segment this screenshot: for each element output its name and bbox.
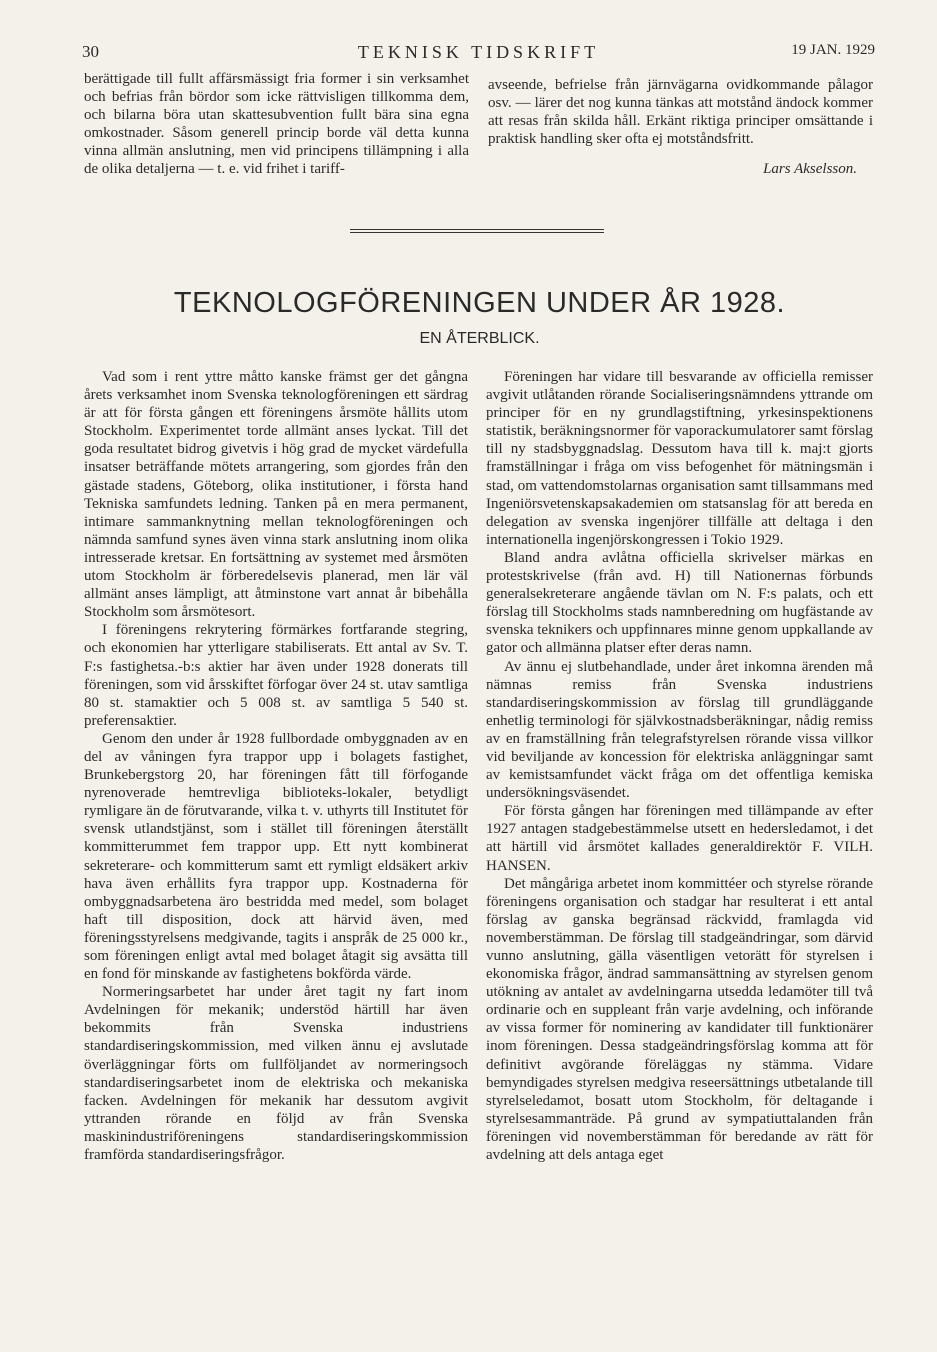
previous-article-left-column	[84, 70, 469, 179]
page-header	[82, 42, 875, 64]
article-left-column	[84, 368, 468, 1164]
article-title: TEKNOLOGFÖRENINGEN UNDER ÅR 1928.	[173, 287, 786, 319]
paragraph: berättigade till fullt affärsmässigt fria former i sin verksamhet och befrias från bördor som icke rättvisligen tillkomma dem, och bilarna böra utan skattesubvention fullt bära sina egna omkostnader. Såsom generell princip borde väl detta kunna vinna allmän anslutning, men vid principens tillämpning i alla de olika detaljerna — t. e. vid frihet i tariff-	[84, 71, 469, 178]
divider-rule	[350, 229, 604, 230]
page-number: 30	[82, 42, 99, 61]
paragraph: I föreningens rekrytering förmärkes fortfarande stegring, och ekonomien har ytterligare stabiliserats. Ett antal av Sv. T. F:s fastighetsa.-b:s aktier har även under 1928 donerats till föreningen, som vid årsskiftet förfogar över 24 st. utav samtliga 80 st. stamaktier och 5 008 st. av samtliga 5 540 st. preferensaktier.	[84, 622, 468, 729]
paragraph: avseende, befrielse från järnvägarna ovidkommande pålagor osv. — lärer det nog kunna tänkas att motstånd ändock kommer att resas från skilda håll. Erkänt riktiga principer omsättande i praktisk handling sker ofta ej motståndsfritt.	[488, 77, 873, 148]
paragraph: Genom den under år 1928 fullbordade ombyggnaden av en del av våningen fyra trappor upp i bolagets fastighet, Brunkebergstorg 20, har föreningen fått till förfogande nyrenoverade hemtrevliga biblioteks-lokaler, betydligt rymligare än de förutvarande, vilka t. v. uthyrts till Institutet för svensk utlandstjänst, som i stället till föreningen återställt kommitterummet fem trappor upp. Ett nytt kombinerat sekreterare- och kommitterum samt ett rymligt eldsäkert arkiv hava även erhållits fyra trappor upp. Kostnaderna för ombyggnadsarbetena äro bestridda med medel, som bolaget haft till disposition, dock att härvid även, med föreningsstyrelsens medgivande, tagits i anspråk de 25 000 kr., som föreningen enligt avtal med bolaget åtagit sig avsätta till en fond för minskande av fastighetens bokförda värde.	[84, 730, 468, 983]
paragraph: Föreningen har vidare till besvarande av officiella remisser avgivit utlåtanden rörande Socialiseringsnämndens yttrande om principer för en ny grundlagstiftning, yrkesinspektionens statistik, beräkningsnormer för vaporackumulatorer samt förslag till ny stadsbyggnadslag. Dessutom hava till k. maj:t gjorts framställningar i fråga om viss befogenhet för mätningsmän i stad, om vattendomstolarnas organisation samt tillsammans med Ingeniörsvetenskapsakademien om statsanslag för att bereda en delegation av svenska ingenjörer tillfälle att deltaga i den internationella ingenjörskongressen i Tokio 1929.	[486, 369, 873, 548]
previous-article-right-column	[488, 76, 873, 178]
paragraph: Vad som i rent yttre måtto kanske främst ger det gångna årets verksamhet inom Svenska teknologföreningen ett särdrag är att för första gången ett föreningens årsmöte hållits utom Stockholm. Experimentet torde allmänt anses lyckat. Till det goda resultatet bidrog givetvis i hög grad de mycket värdefulla insatser beträffande mötets arrangering, som gjordes från den gästade stadens, Göteborg, olika institutioner, i första hand Tekniska samfundets ledning. Tanken på en mera permanent, intimare sammanknytning mellan teknologföreningen och nämnda samfund synes även vinna stark anslutning inom olika intresserade kretsar. En fortsättning av systemet med årsmöten utom Stockholm är förberedelsevis planerad, men lär väl allmänt anses lämpligt, att åtminstone vart annat år bibehålla Stockholm som årsmötesort.	[84, 369, 468, 621]
paragraph: För första gången har föreningen med tillämpande av efter 1927 antagen stadgebestämmelse utsett en hedersledamot, i det att härtill vid årsmötet kallades generaldirektör F. VILH. HANSEN.	[486, 803, 873, 874]
article-subtitle: EN ÅTERBLICK.	[419, 330, 540, 347]
paragraph: Normeringsarbetet har under året tagit ny fart inom Avdelningen för mekanik; understöd härtill har även bekommits från Svenska industriens standardiseringskommission, med vilken ännu ej avslutade överläggningar förts om fullföljandet av normeringsoch standardiseringsarbetet inom de elektriska och mekaniska facken. Avdelningen för mekanik har dessutom avgivit yttranden rörande en följd av från Svenska maskinindustriföreningens standardiseringskommission framförda standardiseringsfrågor.	[84, 984, 468, 1164]
article-right-column	[486, 368, 873, 1164]
paragraph: Av ännu ej slutbehandlade, under året inkomna ärenden må nämnas remiss från Svenska industriens standardiseringskommission av förslag till grundläggande enhetlig terminologi för självkostnadsberäkningar, nådig remiss av en framställning från telegrafstyrelsen rörande vissa villkor vid beviljande av koncession för elektriska anläggningar samt av kemistsamfundet väckt fråga om det offentliga kemiska undersökningsväsendet.	[486, 658, 873, 802]
paragraph: Det mångåriga arbetet inom kommittéer och styrelse rörande föreningens organisation och stadgar har resulterat i ett antal förslag av ganska begränsad räckvidd, framlagda vid novemberstämman. De förslag till stadgeändringar, som därvid vunno anslutning, gälla väsentligen vetorätt för styrelsen i ekonomiska frågor, ändrad sammansättning av styrelsen genom utökning av antalet av avdelningarna utsedda ledamöter till två ordinarie och en suppleant från varje avdelning, och införande av vissa former för nominering av kandidater till funktionärer inom föreningen. Dessa stadgeändringsförslag komma att för definitivt avgörande föreläggas ny stämma. Vidare bemyndigades styrelsen medgiva reseersättnings utbetalande till styrelseledamot, bosatt utom Stockholm, för deltagande i styrelsesammanträde. På grund av sympatiuttalanden från föreningen vid novemberstämman för beredande av rätt för avdelning att dels antaga eget	[486, 875, 873, 1164]
author-signature: Lars Akselsson.	[763, 161, 857, 178]
divider-rule	[350, 232, 604, 233]
journal-title: TEKNISK TIDSKRIFT	[357, 42, 600, 62]
paragraph: Bland andra avlåtna officiella skrivelser märkas en protestskrivelse (från avd. H) till Nationernas förbunds generalsekreterare angående tävlan om N. F:s palats, och ett förslag till Stockholms stads namnberedning om hugfästande av svenska teknikers och uppfinnares minne genom uppkallande av gator och allmänna platser efter deras namn.	[486, 549, 873, 657]
issue-date: 19 JAN. 1929	[791, 42, 875, 58]
